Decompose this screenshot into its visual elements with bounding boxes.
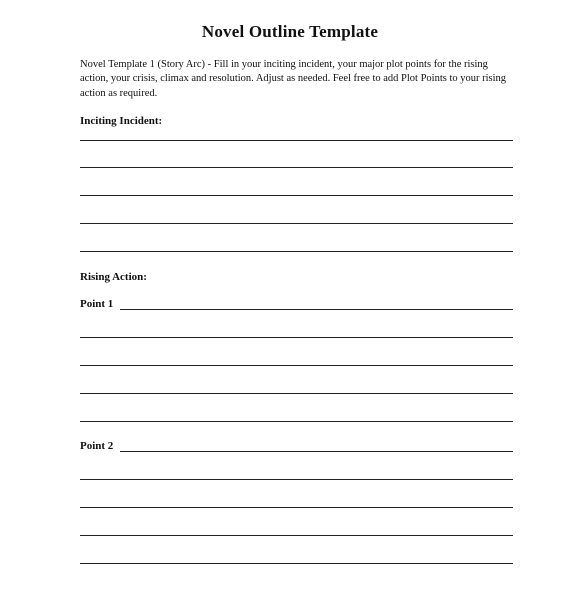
point-1-row xyxy=(80,298,513,312)
point-2-line-2 xyxy=(80,479,513,480)
point-2-line xyxy=(120,451,513,452)
inciting-incident-line-1 xyxy=(80,140,513,141)
rising-action-heading: Rising Action: xyxy=(80,271,147,283)
inciting-incident-line-4 xyxy=(80,223,513,224)
point-1-line-3 xyxy=(80,365,513,366)
point-2-line-5 xyxy=(80,563,513,564)
document-title: Novel Outline Template xyxy=(201,22,379,41)
point-2-label: Point 2 xyxy=(80,440,114,452)
point-2-line-4 xyxy=(80,535,513,536)
point-2-line-3 xyxy=(80,507,513,508)
point-1-line-2 xyxy=(80,337,513,338)
point-1-line-4 xyxy=(80,393,513,394)
inciting-incident-heading: Inciting Incident: xyxy=(80,115,163,127)
inciting-incident-line-3 xyxy=(80,195,513,196)
point-1-label: Point 1 xyxy=(80,298,114,310)
point-1-line xyxy=(120,309,513,310)
point-1-line-5 xyxy=(80,421,513,422)
inciting-incident-line-5 xyxy=(80,251,513,252)
inciting-incident-line-2 xyxy=(80,167,513,168)
point-2-row xyxy=(80,440,513,454)
intro-paragraph: Novel Template 1 (Story Arc) - Fill in your inciting incident, your major plot points for the rising action, your crisis, climax and resolution. Adjust as needed. Feel free to add Plot Points to your rising action as required. xyxy=(80,59,507,99)
